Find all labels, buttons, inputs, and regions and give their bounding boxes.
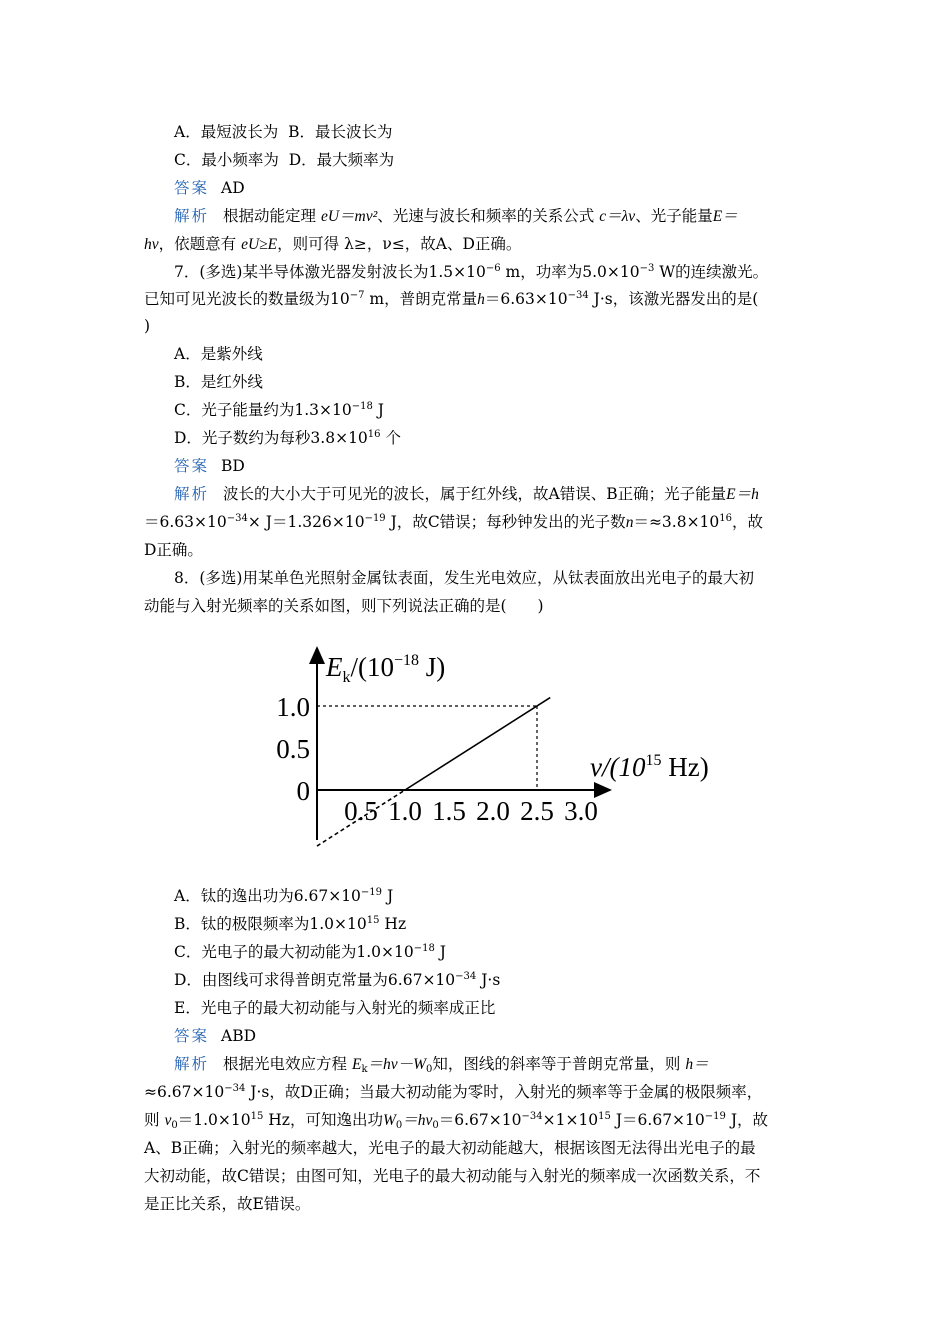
text: J [434, 943, 446, 961]
x-tick-label: 2.5 [520, 796, 554, 826]
text: × J＝1.326×10 [247, 513, 365, 531]
exponent: −19 [704, 1111, 726, 1122]
q8-option-e: E．光电子的最大初动能与入射光的频率成正比 [174, 999, 496, 1017]
q8-answer [174, 1026, 256, 1046]
text: J [382, 887, 394, 905]
exponent: −34 [224, 1083, 246, 1094]
ek-line [405, 698, 550, 790]
exponent: −19 [360, 887, 383, 898]
text: 根据光电效应方程 [223, 1055, 348, 1073]
answer-label: 答案 [174, 179, 210, 197]
x-tick-label: 3.0 [564, 796, 598, 826]
text: J·s，故D正确；当最大初动能为零时，入射光的频率等于金属的极限频率， [245, 1083, 763, 1101]
text: D．光子数约为每秒3.8×10 [174, 429, 368, 447]
text: ×1×10 [542, 1111, 599, 1129]
text: J＝6.67×10 [610, 1111, 705, 1129]
text: ＝6.63×10 [484, 290, 568, 308]
subscript: 0 [395, 1120, 403, 1131]
y-tick-label: 0.5 [276, 734, 310, 764]
q6-option-d: D．最大频率为 [288, 151, 395, 169]
q7-option-d [174, 428, 401, 448]
formula: h [477, 291, 485, 308]
text: ＝1.0×10 [177, 1111, 251, 1129]
q6-options-row1 [174, 122, 392, 142]
text: ≈6.67×10 [144, 1083, 225, 1101]
ek-frequency-graph [258, 626, 728, 884]
x-tick-label: 0.5 [344, 796, 378, 826]
q7-option-a: A．是紫外线 [174, 345, 263, 363]
q7-stem-line2 [144, 289, 758, 310]
formula: n [625, 514, 634, 531]
q7-analysis-line2 [144, 512, 763, 533]
q7-option-c [174, 400, 384, 420]
formula: E＝h [726, 486, 759, 503]
text: C．光子能量约为1.3×10 [174, 401, 352, 419]
exponent: −6 [485, 263, 501, 274]
formula: ＝hν [402, 1112, 433, 1129]
q8-analysis-line3 [144, 1110, 768, 1131]
q8-analysis-line6: 是正比关系，故E错误。 [144, 1195, 311, 1213]
exponent: −34 [567, 290, 589, 301]
formula: ν [164, 1112, 172, 1129]
text: ，则可得 λ≥，ν≤，故A、D正确。 [277, 235, 522, 253]
subscript: 0 [171, 1120, 178, 1131]
formula: W [382, 1112, 396, 1129]
text: ＝6.67×10 [438, 1111, 522, 1129]
y-tick-label: 1.0 [276, 692, 310, 722]
q8-stem-line2: 动能与入射光频率的关系如图，则下列说法正确的是( ) [144, 597, 544, 615]
text: D．由图线可求得普朗克常量为6.67×10 [174, 971, 456, 989]
q8-option-a [174, 886, 393, 906]
q6-answer [174, 178, 245, 198]
subscript: k [361, 1064, 368, 1075]
text: 、光子能量 [635, 207, 713, 225]
answer-value: AD [221, 179, 245, 197]
exponent: 15 [366, 915, 380, 926]
q7-option-b: B．是红外线 [174, 373, 263, 391]
text: J [372, 401, 384, 419]
q7-answer [174, 456, 245, 476]
analysis-label: 解析 [174, 207, 210, 225]
graph-svg [258, 626, 728, 884]
answer-label: 答案 [174, 457, 210, 475]
q6-analysis-line1 [174, 206, 738, 227]
text: 、光速与波长和频率的关系公式 [377, 207, 595, 225]
x-tick-label: 2.0 [476, 796, 510, 826]
subscript: 0 [426, 1064, 433, 1075]
formula: E＝ [712, 208, 738, 225]
q8-analysis-line4: A、B正确；入射光的频率越大，光电子的最大初动能越大，根据该图无法得出光电子的最 [144, 1139, 756, 1157]
q6-analysis-line2 [144, 234, 521, 255]
exponent: −18 [413, 943, 435, 954]
x-tick-label: 1.5 [432, 796, 466, 826]
text: ，依题意有 [158, 235, 237, 253]
text: J·s [476, 971, 501, 989]
text: C．光电子的最大初动能为1.0×10 [174, 943, 414, 961]
q8-option-c [174, 942, 446, 962]
text: ，故 [732, 513, 764, 531]
text: 波长的大小大于可见光的波长，属于红外线，故A错误、B正确；光子能量 [223, 485, 727, 503]
text: B．钛的极限频率为1.0×10 [174, 915, 367, 933]
text: Hz [379, 915, 407, 933]
subscript: 0 [432, 1120, 439, 1131]
x-tick-label: 1.0 [388, 796, 422, 826]
formula: c＝λν [599, 208, 636, 225]
analysis-label: 解析 [174, 1055, 210, 1073]
q7-analysis-line1 [174, 484, 759, 505]
y-axis-label: $E_k/(10^{-18}$ J) [326, 652, 446, 686]
text: m，功率为5.0×10 [500, 263, 640, 281]
exponent: −18 [351, 401, 373, 412]
formula: ＝hν－W [367, 1056, 427, 1073]
q7-stem-line3: ) [144, 317, 151, 335]
exponent: −7 [349, 290, 365, 301]
text: 则 [144, 1111, 160, 1129]
text: A．钛的逸出功为6.67×10 [174, 887, 361, 905]
exponent: 15 [250, 1111, 264, 1122]
q7-stem-line1 [174, 262, 768, 282]
text: 个 [380, 429, 401, 447]
exponent: −34 [521, 1111, 543, 1122]
q8-analysis-line2 [144, 1082, 762, 1102]
exponent: 16 [719, 513, 733, 524]
q6-option-b: B．最长波长为 [288, 123, 393, 141]
graph-labels [276, 652, 708, 826]
q8-option-d [174, 970, 500, 990]
analysis-label: 解析 [174, 485, 210, 503]
text: m，普朗克常量 [364, 290, 478, 308]
text: ＝6.63×10 [144, 513, 227, 531]
q6-option-a: A．最短波长为 [174, 123, 279, 141]
text: J·s，该激光器发出的是( [588, 290, 759, 308]
q8-stem-line1: 8．(多选)用某单色光照射金属钛表面，发生光电效应，从钛表面放出光电子的最大初 [174, 569, 754, 587]
exponent: −19 [364, 513, 386, 524]
exponent: −34 [226, 513, 248, 524]
formula: eU＝mv² [320, 208, 378, 225]
answer-value: BD [221, 457, 245, 475]
text: ＝≈3.8×10 [633, 513, 720, 531]
q8-option-b [174, 914, 406, 934]
exponent: −3 [639, 263, 655, 274]
formula: h＝ [685, 1056, 709, 1073]
exponent: −34 [455, 971, 477, 982]
q6-option-c: C．最小频率为 [174, 151, 279, 169]
exponent: 15 [598, 1111, 611, 1122]
text: J，故 [725, 1111, 769, 1129]
formula: E [351, 1056, 362, 1073]
text: 已知可见光波长的数量级为10 [144, 290, 350, 308]
text: Hz，可知逸出功 [263, 1111, 383, 1129]
q6-options-row2 [174, 150, 394, 170]
exponent: 16 [367, 429, 381, 440]
text: 知，图线的斜率等于普朗克常量，则 [432, 1055, 681, 1073]
answer-value: ABD [221, 1027, 257, 1045]
answer-label: 答案 [174, 1027, 210, 1045]
text: W的连续激光。 [654, 263, 769, 281]
q8-analysis-line1 [174, 1054, 709, 1075]
q7-analysis-line3: D正确。 [144, 541, 203, 559]
x-axis-label: $\nu/(10^{15}$ Hz) [590, 752, 709, 782]
text: 7．(多选)某半导体激光器发射波长为1.5×10 [174, 263, 486, 281]
text: J，故C错误；每秒钟发出的光子数 [385, 513, 626, 531]
text: 根据动能定理 [223, 207, 317, 225]
origin-label: 0 [296, 776, 310, 806]
q8-analysis-line5: 大初动能，故C错误；由图可知，光电子的最大初动能与入射光的频率成一次函数关系，不 [144, 1167, 761, 1185]
formula: eU≥E [241, 236, 278, 253]
formula: hν [144, 236, 159, 253]
